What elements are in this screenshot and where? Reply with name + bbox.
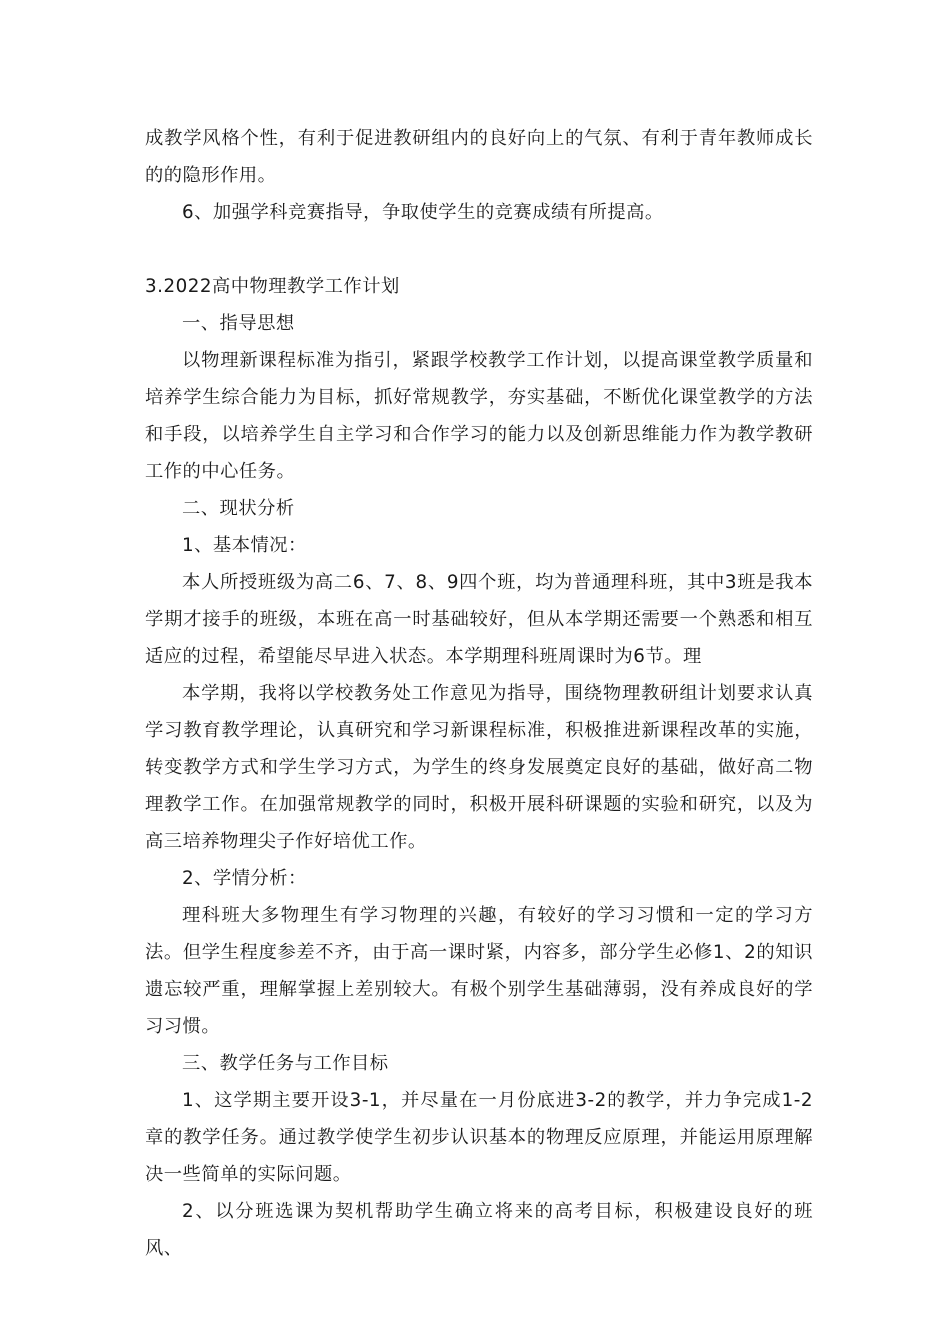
paragraph-student-analysis: 理科班大多物理生有学习物理的兴趣，有较好的学习习惯和一定的学习方法。但学生程度参差不齐，由于高一课时紧，内容多，部分学生必修1、2的知识遗忘较严重，理解掌握上差别较大。有极个别学生基础薄弱，没有养成良好的学习习惯。 bbox=[145, 905, 813, 1037]
subheading-student-analysis: 2、学情分析： bbox=[182, 868, 307, 889]
paragraph-task-1: 1、这学期主要开设3-1，并尽量在一月份底进3-2的教学，并力争完成1-2章的教学任务。通过教学使学生初步认识基本的物理反应原理，并能运用原理解决一些简单的实际问题。 bbox=[145, 1090, 813, 1185]
paragraph-gap bbox=[145, 231, 813, 268]
paragraph-basic-situation: 本人所授班级为高二6、7、8、9四个班，均为普通理科班，其中3班是我本学期才接手的班级，本班在高一时基础较好，但从本学期还需要一个熟悉和相互适应的过程，希望能尽早进入状态。本学期理科班周课时为6节。理 bbox=[145, 572, 813, 667]
paragraph-continuation: 成教学风格个性，有利于促进教研组内的良好向上的气氛、有利于青年教师成长的的隐形作用。 bbox=[145, 128, 813, 186]
heading-teaching-tasks: 三、教学任务与工作目标 bbox=[182, 1053, 389, 1074]
list-item-6: 6、加强学科竞赛指导，争取使学生的竞赛成绩有所提高。 bbox=[182, 202, 664, 223]
section-title: 3.2022高中物理教学工作计划 bbox=[145, 276, 400, 297]
heading-guiding-ideology: 一、指导思想 bbox=[182, 313, 295, 334]
document-body bbox=[145, 120, 813, 1267]
heading-situation-analysis: 二、现状分析 bbox=[182, 498, 295, 519]
paragraph-guiding-ideology: 以物理新课程标准为指引，紧跟学校教学工作计划，以提高课堂教学质量和培养学生综合能力为目标，抓好常规教学，夯实基础，不断优化课堂教学的方法和手段，以培养学生自主学习和合作学习的能力以及创新思维能力作为教学教研工作的中心任务。 bbox=[145, 350, 813, 482]
subheading-basic-situation: 1、基本情况： bbox=[182, 535, 307, 556]
paragraph-task-2: 2、以分班选课为契机帮助学生确立将来的高考目标，积极建设良好的班风、 bbox=[145, 1201, 813, 1259]
paragraph-semester-plan: 本学期，我将以学校教务处工作意见为指导，围绕物理教研组计划要求认真学习教育教学理论，认真研究和学习新课程标准，积极推进新课程改革的实施，转变教学方式和学生学习方式，为学生的终身发展奠定良好的基础，做好高二物理教学工作。在加强常规教学的同时，积极开展科研课题的实验和研究，以及为高三培养物理尖子作好培优工作。 bbox=[145, 683, 813, 852]
